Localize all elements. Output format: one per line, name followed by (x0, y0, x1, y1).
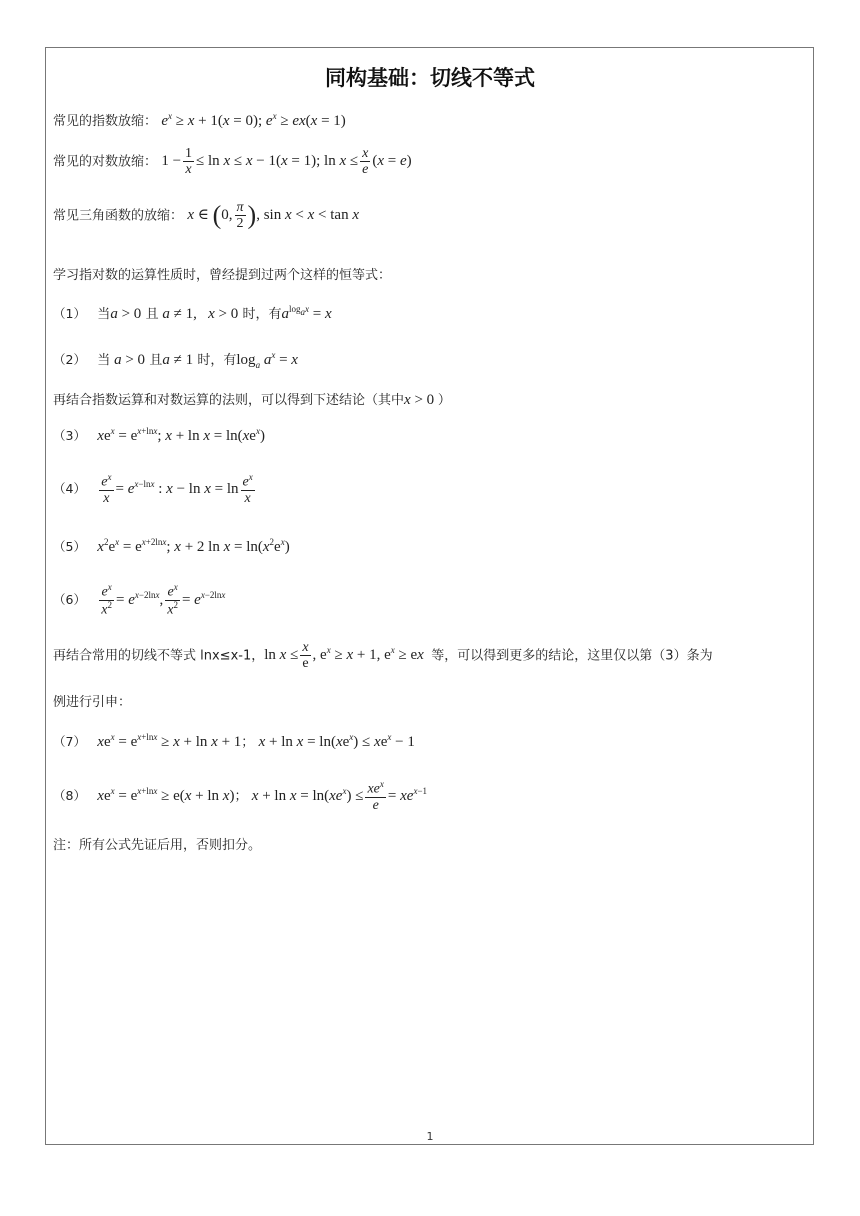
combine-1-close: ） (437, 393, 451, 408)
item-8-number: （8） (53, 788, 86, 804)
item-4-number: （4） (53, 481, 86, 497)
separator: ； (241, 735, 255, 750)
exp-label: 常见的指数放缩： (53, 114, 158, 129)
log-label: 常见的对数放缩： (53, 154, 158, 170)
item-2-number: （2） (53, 352, 86, 367)
trig-scaling-line (53, 200, 359, 232)
item-3-number: （3） (53, 428, 86, 443)
conclusion-8 (53, 780, 427, 813)
exp-formula: $e^x \ge x + 1(x = 0)$; $e^x \ge ex(x = 1)$ (161, 111, 346, 129)
combine-text-2 (53, 640, 713, 672)
item-5-number: （5） (53, 539, 86, 554)
conclusion-3-formula: $xe^x = e^{x+lnx}$; $x + \ln x = \ln(xe^x)$ (97, 426, 265, 444)
intro-text: 学习指对数的运算性质时，曾经提到过两个这样的恒等式： (53, 268, 392, 283)
identity-1: （1） 当a > 0 且 a ≠ 1, x > 0 时，有$a^{log_ax} = x$ (53, 304, 332, 322)
item-1-then: 时，有 (242, 307, 282, 322)
combine-2-formula: ln x ≤ $\frac{x}{e}$ , $e^x \ge x + 1$, $e^x$ ≥ ex (264, 640, 424, 672)
item-7-number: （7） (53, 734, 86, 749)
combine-2-text-b: 等，可以得到更多的结论，这里仅以第（3）条为 (431, 648, 713, 664)
page-title: 同构基础：切线不等式 (325, 66, 535, 90)
exp-scaling-line (53, 110, 346, 130)
trig-label: 常见三角函数的放缩： (53, 208, 184, 224)
item-2-text: 当 (97, 353, 111, 368)
log-formula: 1 − $\frac{1}{x}$ ≤ ln x ≤ x − 1(x = 1); ln x ≤ $\frac{x}{e}$ (x = e) (161, 146, 412, 178)
item-1-and: 且 (145, 307, 159, 322)
identity-2: （2） 当 a > 0 且a ≠ 1 时，有$\log_a a^x = x$ (53, 350, 298, 370)
conclusion-6-formula: $\frac{e^x}{x^2}$ = $e^{x-2lnx}$, $\frac{e^x}{x^2}$ = $e^{x-2lnx}$ (101, 582, 226, 618)
conclusion-7-formula-b: $x + \ln x = \ln(xe^x) \le xe^x - 1$ (258, 732, 415, 750)
conclusion-3 (53, 426, 265, 445)
conclusion-5-formula: $x^2e^x = e^{x+2lnx}$; x + 2 $\ln x = \ln(x^2e^x)$ (97, 537, 290, 555)
identity-2-formula: $\log_a a^x = x$ (236, 350, 298, 370)
separator: ； (234, 789, 248, 805)
conclusion-7 (53, 731, 415, 751)
trig-formula: x ∈ (0, $\frac{\pi}{2}$ ), sin x < x < tan x (187, 200, 359, 232)
item-1-text: 当 (97, 307, 111, 322)
page-number: 1 (426, 1130, 434, 1143)
combine-text-1: 再结合指数运算和对数运算的法则，可以得到下述结论（其中x > 0 ） (53, 392, 451, 408)
item-2-then: 时，有 (197, 353, 237, 368)
item-6-number: （6） (53, 591, 86, 607)
conclusion-6 (53, 583, 225, 618)
combine-2-text: 再结合常用的切线不等式 lnx≤x-1， (53, 648, 265, 664)
note-text: 注：所有公式先证后用，否则扣分。 (53, 838, 262, 853)
conclusion-4 (53, 473, 257, 506)
conclusion-8-formula-b: $x + \ln x = \ln(xe^x)$ ≤ $\frac{xe^x}{e}$ = $xe^{x-1}$ (251, 779, 428, 814)
log-scaling-line (53, 146, 412, 178)
conclusion-5 (53, 537, 290, 556)
conclusion-8-formula-a: $xe^x = e^{x+lnx} \ge e(x + \ln x)$ (97, 786, 235, 805)
identity-1-formula: $a^{log_ax} = x$ (281, 304, 332, 322)
item-2-and: 且 (149, 353, 163, 368)
combine-text-3: 例进行引申： (53, 695, 132, 710)
item-1-number: （1） (53, 306, 86, 321)
combine-1-text: 再结合指数运算和对数运算的法则，可以得到下述结论（其中 (53, 393, 405, 408)
conclusion-4-formula: $\frac{e^x}{x}$ = $e^{x-lnx}$ : x − ln x = ln $\frac{e^x}{x}$ (101, 472, 253, 507)
conclusion-7-formula-a: $xe^x = e^{x+lnx} \ge x + \ln x + 1$ (97, 732, 242, 750)
